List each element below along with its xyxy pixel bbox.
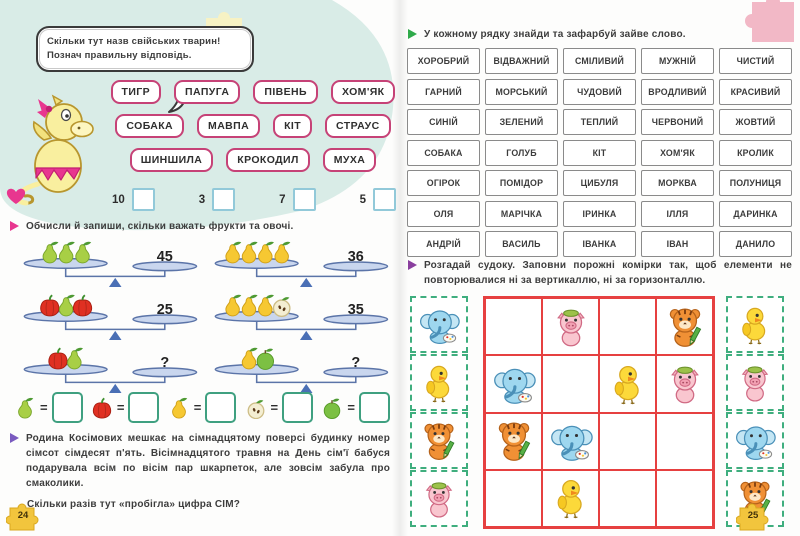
sudoku-cell[interactable] (485, 355, 542, 412)
green-pear-icon (14, 397, 36, 419)
page-number: 24 (17, 509, 29, 521)
red-pepper-icon (73, 295, 91, 316)
green-apple-icon (257, 349, 273, 370)
sudoku-cell[interactable] (542, 470, 599, 527)
balance-scale (209, 342, 390, 393)
task-arrow-icon (408, 260, 417, 270)
word-cell[interactable]: ХОМ'ЯК (641, 140, 714, 166)
answer-box[interactable] (359, 392, 390, 423)
word-cell[interactable]: ЧУДОВИЙ (563, 79, 636, 105)
word-cell[interactable]: МОРСЬКИЙ (485, 79, 558, 105)
task-sudoku (408, 258, 792, 288)
animal-word-box[interactable]: ХОМ'ЯК (331, 80, 396, 104)
answer-option (360, 188, 396, 211)
answer-number: 10 (112, 193, 125, 206)
sudoku-cell[interactable] (656, 298, 713, 355)
word-cell[interactable]: ГАРНИЙ (407, 79, 480, 105)
pig-icon (663, 362, 707, 406)
pig-icon (734, 362, 776, 404)
scale-weight-value: 25 (156, 302, 173, 319)
word-grid-row (407, 48, 792, 74)
scale-weight-value: 35 (347, 302, 364, 319)
sudoku-cell[interactable] (485, 298, 542, 355)
word-cell[interactable]: АНДРІЙ (407, 231, 480, 257)
task-arrow-icon (10, 433, 19, 443)
chick-icon (549, 476, 593, 520)
equals-sign: = (116, 400, 125, 415)
answer-box[interactable] (282, 392, 313, 423)
word-cell[interactable]: ІВАН (641, 231, 714, 257)
task-sudoku-label: Розгадай судоку. Заповни порожні комірки так, щоб елементи не повторювалися ні за вертикаллю, ні за горизонталлю. (424, 260, 792, 286)
tiger-icon (492, 419, 536, 463)
sudoku-cell[interactable] (485, 413, 542, 470)
task-weigh-label: Обчисли й запиши, скільки важать фрукти та овочі. (26, 221, 294, 232)
animal-word-box[interactable]: МУХА (323, 148, 376, 172)
word-cell[interactable]: ІВАНКА (563, 231, 636, 257)
sudoku-cutout-tile[interactable] (410, 470, 468, 527)
fruit-equation (14, 392, 83, 423)
green-pear-icon (76, 242, 91, 263)
answer-option (112, 188, 155, 211)
red-pepper-icon (91, 397, 113, 419)
word-grid-row (407, 109, 792, 135)
chick-icon (606, 362, 650, 406)
speech-bubble-line1: Скільки тут назв свійських тварин! (47, 36, 221, 47)
sudoku-cutout-tile[interactable] (726, 412, 784, 469)
scale-weight-value: 45 (156, 249, 173, 266)
word-cell[interactable]: СИНІЙ (407, 109, 480, 135)
word-cell[interactable]: ВРОДЛИВИЙ (641, 79, 714, 105)
answer-number: 7 (279, 193, 286, 206)
word-cell[interactable]: ЧИСТИЙ (719, 48, 792, 74)
word-cell[interactable]: ЖОВТИЙ (719, 109, 792, 135)
fruit-equation (168, 392, 237, 423)
fruit-equation (245, 392, 314, 423)
green-pear-icon (59, 295, 74, 316)
answer-checkbox[interactable] (293, 188, 316, 211)
word-cell[interactable]: ПОМІДОР (485, 170, 558, 196)
word-cell[interactable]: ЗЕЛЕНИЙ (485, 109, 558, 135)
sudoku-left-strip (410, 296, 468, 528)
word-row (108, 114, 398, 138)
yellow-pear-icon (242, 295, 257, 316)
animal-word-box[interactable]: МАВПА (197, 114, 260, 138)
word-cell[interactable]: ТЕПЛИЙ (563, 109, 636, 135)
sudoku-cell[interactable] (599, 413, 656, 470)
sudoku-area (408, 296, 792, 526)
answer-number: 3 (198, 193, 206, 206)
yellow-pear-icon (168, 397, 190, 419)
task-arrow-icon (10, 221, 19, 231)
task-riddle-question: Скільки разів тут «пробігла» цифра СІМ? (27, 499, 241, 510)
sudoku-cell[interactable] (542, 298, 599, 355)
word-row (108, 148, 398, 172)
green-pear-icon (59, 242, 74, 263)
word-grid-row (407, 170, 792, 196)
elephant-icon (734, 420, 776, 462)
chick-icon (734, 304, 776, 346)
sudoku-cell[interactable] (542, 355, 599, 412)
dragon-mascot (4, 84, 112, 210)
pig-icon (418, 478, 460, 520)
equals-sign: = (193, 400, 202, 415)
task-weigh (10, 219, 388, 234)
red-pepper-icon (49, 348, 67, 369)
yellow-pear-icon (242, 348, 257, 369)
balance-scale (209, 289, 390, 340)
word-cell[interactable]: МАРІЧКА (485, 201, 558, 227)
answer-option (279, 188, 315, 211)
word-cell[interactable]: ХОРОБРИЙ (407, 48, 480, 74)
equals-sign: = (40, 400, 48, 415)
sudoku-cutout-tile[interactable] (726, 354, 784, 411)
yellow-pear-icon (226, 242, 241, 263)
animal-word-box[interactable]: КІТ (273, 114, 312, 138)
word-cell[interactable]: ОГІРОК (407, 170, 480, 196)
task-arrow-icon (408, 29, 417, 39)
balance-scale (18, 236, 199, 287)
sudoku-cell[interactable] (656, 355, 713, 412)
sudoku-cell[interactable] (485, 470, 542, 527)
balance-scales (18, 236, 390, 393)
word-cell[interactable]: ВІДВАЖНИЙ (485, 48, 558, 74)
sudoku-grid (483, 296, 715, 529)
animal-word-box[interactable]: СТРАУС (325, 114, 391, 138)
task-odd-word (408, 27, 792, 42)
animal-words (108, 80, 398, 182)
animal-word-box[interactable]: ТИГР (111, 80, 162, 104)
yellow-pear-icon (259, 242, 274, 263)
equals-sign: = (347, 400, 355, 415)
animal-word-box[interactable]: КРОКОДИЛ (226, 148, 309, 172)
answer-number: 5 (359, 193, 366, 206)
word-cell[interactable]: МОРКВА (641, 170, 714, 196)
fruit-equations (14, 392, 390, 423)
red-pepper-icon (41, 295, 59, 316)
scale-weight-value: 36 (347, 249, 364, 266)
sudoku-cell[interactable] (599, 298, 656, 355)
word-grid-row (407, 231, 792, 257)
page-number-badge (736, 498, 770, 532)
green-pear-icon (43, 242, 58, 263)
sudoku-cutout-tile[interactable] (410, 354, 468, 411)
word-cell[interactable]: МУЖНІЙ (641, 48, 714, 74)
word-cell[interactable]: КРАСИВИЙ (719, 79, 792, 105)
sudoku-right-strip (726, 296, 784, 528)
sudoku-cell[interactable] (599, 470, 656, 527)
apple-half-icon (245, 397, 267, 419)
answer-option (199, 188, 235, 211)
word-grid (407, 48, 792, 262)
word-grid-row (407, 140, 792, 166)
word-cell[interactable]: СМІЛИВИЙ (563, 48, 636, 74)
word-cell[interactable]: ПОЛУНИЦЯ (719, 170, 792, 196)
apple-half-icon (274, 297, 290, 316)
yellow-pear-icon (259, 295, 274, 316)
animal-word-box[interactable]: ПАПУГА (174, 80, 240, 104)
yellow-pear-icon (226, 295, 241, 316)
sudoku-cell[interactable] (656, 470, 713, 527)
word-cell[interactable]: ЧЕРВОНИЙ (641, 109, 714, 135)
tiger-icon (663, 305, 707, 349)
word-cell[interactable]: ОЛЯ (407, 201, 480, 227)
fruit-equation (321, 392, 390, 423)
sudoku-cutout-tile[interactable] (410, 412, 468, 469)
elephant-icon (418, 304, 460, 346)
word-cell[interactable]: КІТ (563, 140, 636, 166)
green-apple-icon (321, 397, 343, 419)
page-number: 25 (747, 509, 759, 521)
word-row (108, 80, 398, 104)
word-cell[interactable]: ВАСИЛЬ (485, 231, 558, 257)
pig-icon (549, 305, 593, 349)
answer-box[interactable] (128, 392, 159, 423)
sudoku-cell[interactable] (542, 413, 599, 470)
chick-icon (418, 362, 460, 404)
equals-sign: = (270, 400, 279, 415)
animal-word-box[interactable]: СОБАКА (115, 114, 184, 138)
word-cell[interactable]: КРОЛИК (719, 140, 792, 166)
word-cell[interactable]: ДАРИНКА (719, 201, 792, 227)
speech-bubble-line2: Познач правильну відповідь. (47, 49, 192, 61)
elephant-icon (492, 362, 536, 406)
sudoku-cutout-tile[interactable] (726, 296, 784, 353)
yellow-pear-icon (275, 242, 290, 263)
task-riddle-text: Родина Косімових мешкає на сімнадцятому поверсі будинку номер сімсот сімдесят п'ять. Вісімнадцятого травня на День сім'ї бабуся подарувала всім по вісім пар шкарпеток, але зовсім забула про смаколики. (26, 433, 390, 489)
animal-word-box[interactable]: ПІВЕНЬ (253, 80, 318, 104)
fruit-equation (91, 392, 160, 423)
answer-checkbox[interactable] (212, 188, 235, 211)
page-number-badge (6, 498, 40, 532)
word-grid-row (407, 79, 792, 105)
answer-checkbox[interactable] (132, 188, 155, 211)
yellow-pear-icon (242, 242, 257, 263)
animal-word-box[interactable]: ШИНШИЛА (130, 148, 214, 172)
sudoku-cutout-tile[interactable] (410, 296, 468, 353)
balance-scale (18, 289, 199, 340)
elephant-icon (549, 419, 593, 463)
task-riddle (10, 431, 390, 491)
green-pear-icon (68, 348, 83, 369)
balance-scale (18, 342, 199, 393)
word-cell[interactable]: ДАНИЛО (719, 231, 792, 257)
scale-weight-value: ? (160, 355, 170, 372)
answer-box[interactable] (52, 392, 83, 423)
word-cell[interactable]: ГОЛУБ (485, 140, 558, 166)
word-cell[interactable]: ЦИБУЛЯ (563, 170, 636, 196)
sudoku-cell[interactable] (599, 355, 656, 412)
balance-scale (209, 236, 390, 287)
answer-checkbox[interactable] (373, 188, 396, 211)
answer-options (112, 188, 396, 211)
word-cell[interactable]: ІЛЛЯ (641, 201, 714, 227)
scale-weight-value: ? (351, 355, 361, 372)
word-cell[interactable]: СОБАКА (407, 140, 480, 166)
answer-box[interactable] (205, 392, 236, 423)
sudoku-cell[interactable] (656, 413, 713, 470)
task-odd-word-label: У кожному рядку знайди та зафарбуй зайве слово. (424, 29, 686, 40)
word-cell[interactable]: ІРИНКА (563, 201, 636, 227)
speech-bubble (36, 26, 254, 72)
word-grid-row (407, 201, 792, 227)
tiger-icon (418, 420, 460, 462)
